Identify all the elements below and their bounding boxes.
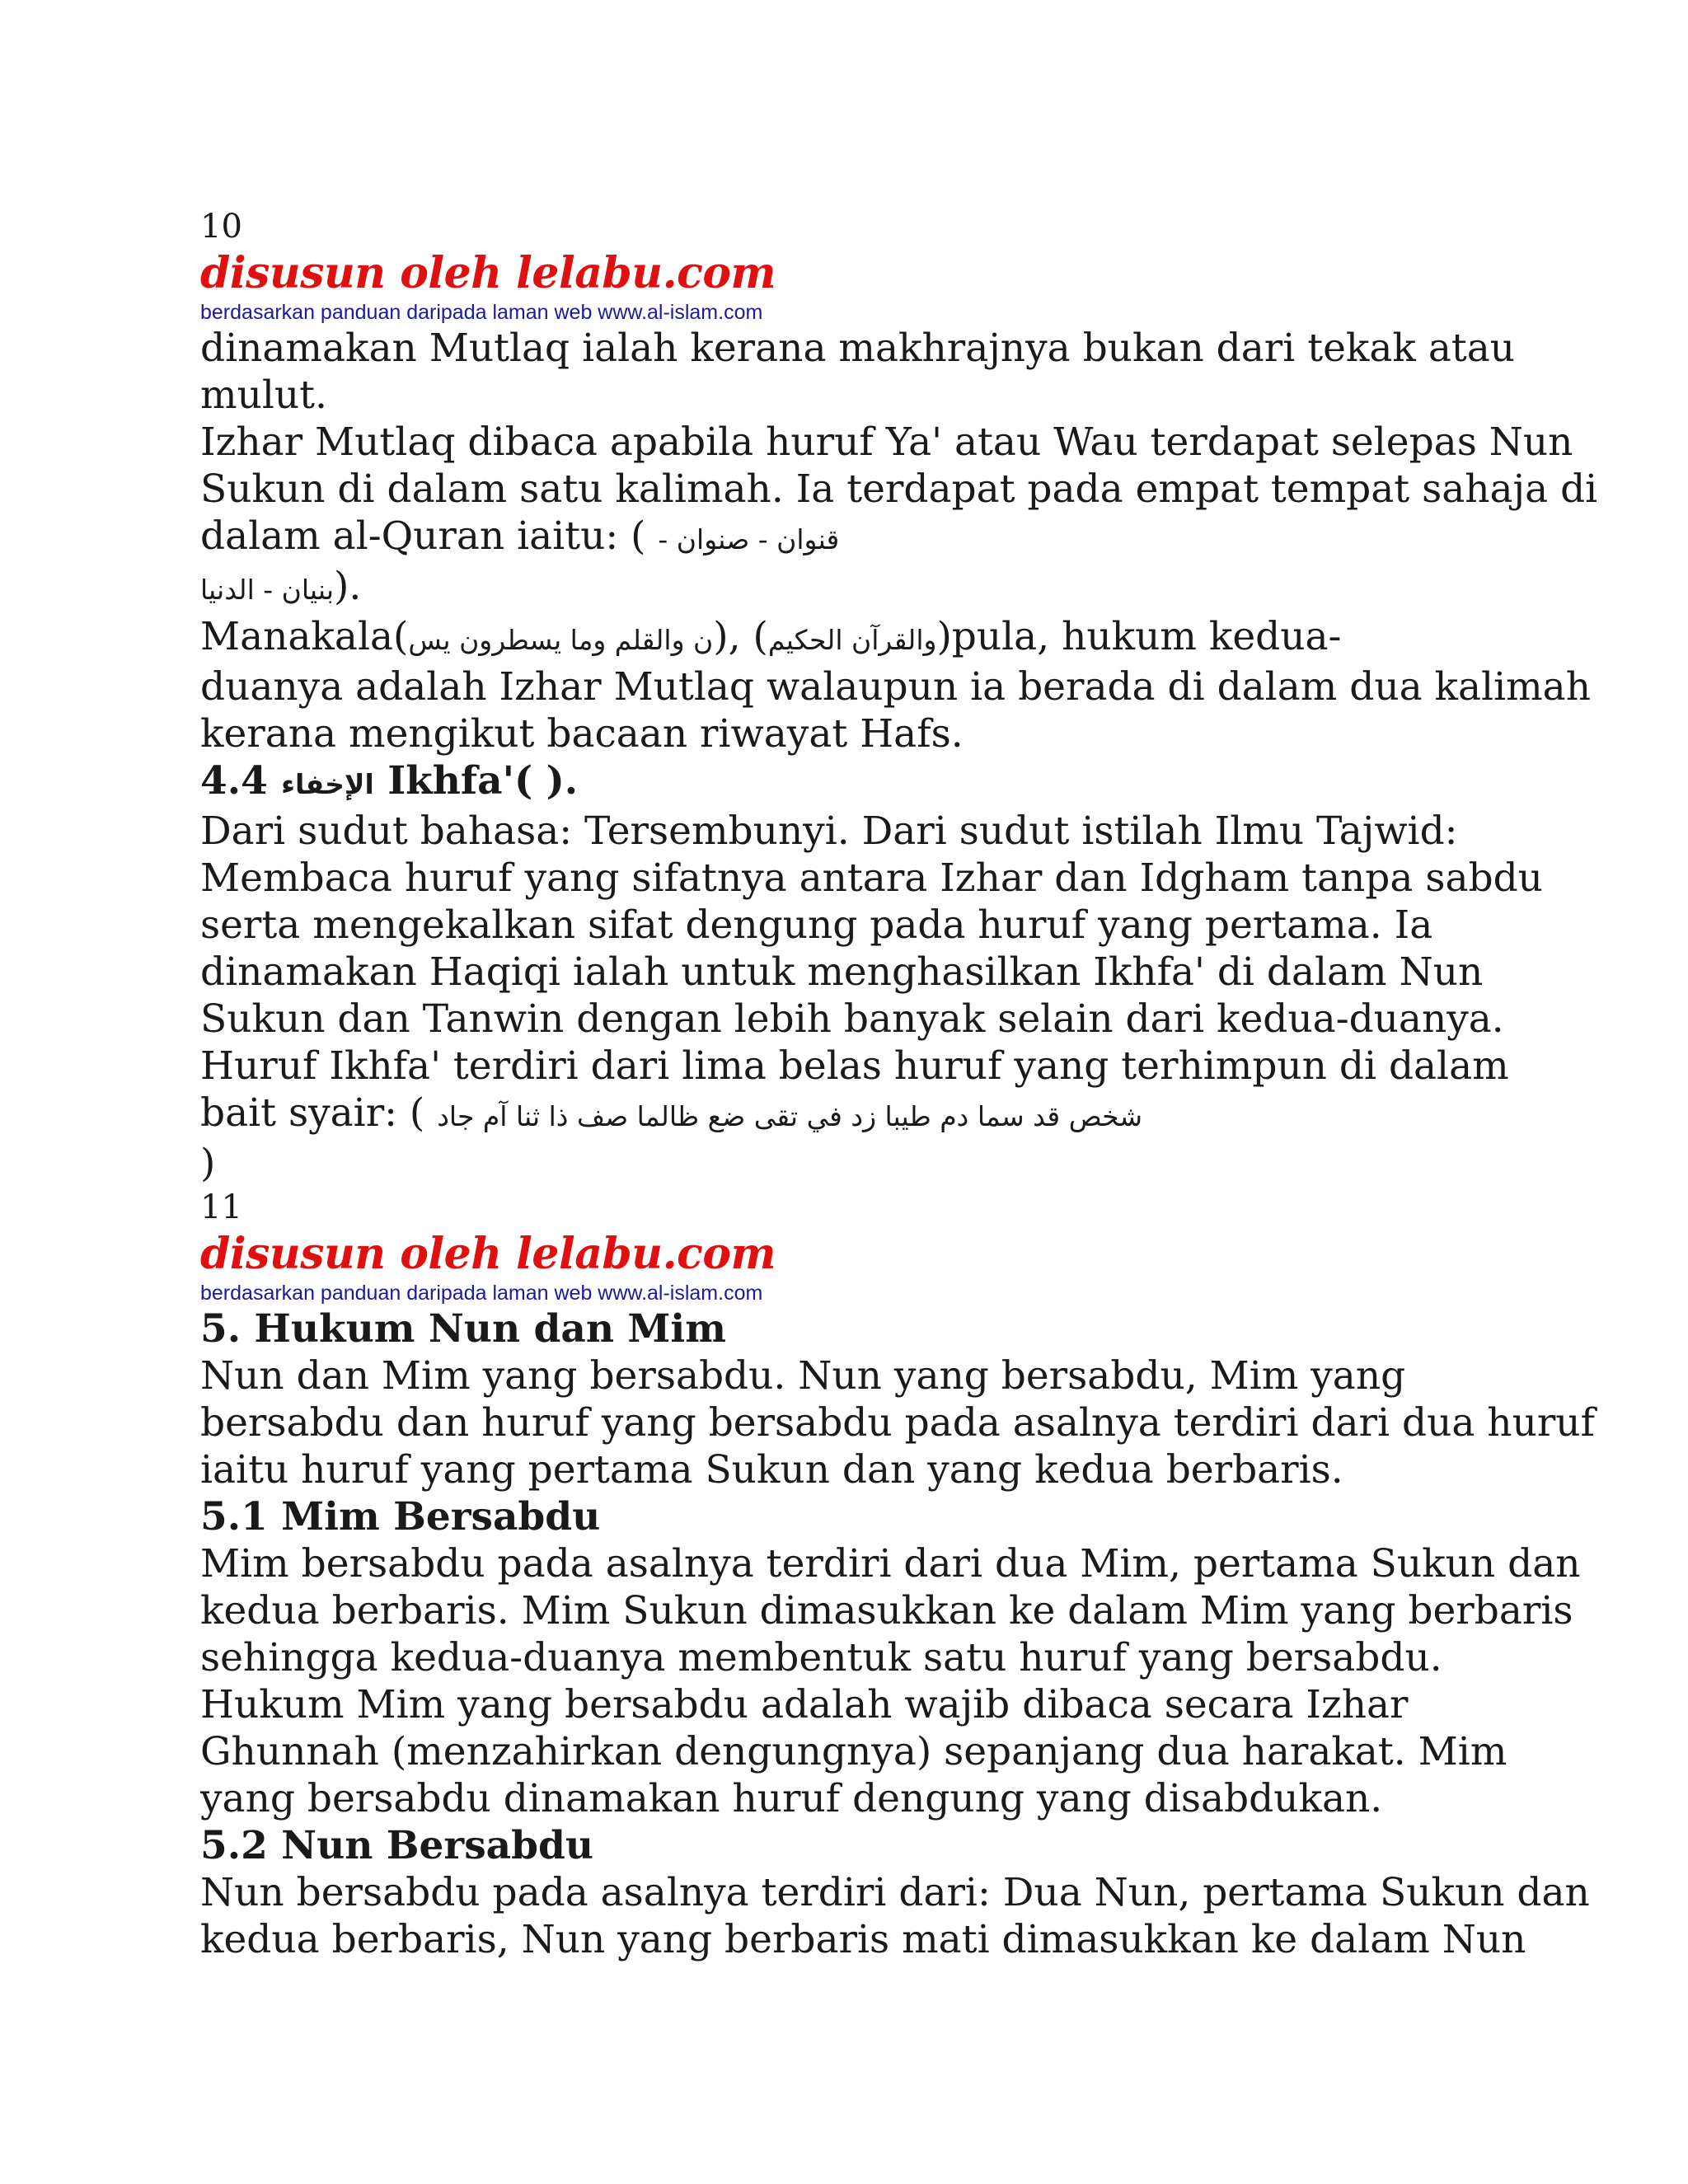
body-line: Huruf Ikhfa' terdiri dari lima belas huruf yang terhimpun di dalam xyxy=(200,1043,1509,1089)
body-line: dinamakan Mutlaq ialah kerana makhrajnya bukan dari tekak atau xyxy=(200,326,1516,371)
body-text: dalam al-Quran iaitu: ( xyxy=(200,513,659,559)
source-credit: berdasarkan panduan daripada laman web www.al-islam.com xyxy=(200,1282,763,1305)
body-line: Membaca huruf yang sifatnya antara Izhar dan Idgham tanpa sabdu xyxy=(200,855,1543,901)
body-line xyxy=(200,563,1519,613)
body-line: dinamakan Haqiqi ialah untuk menghasilkan Ikhfa' di dalam Nun xyxy=(200,949,1484,995)
body-line: ) xyxy=(200,1141,216,1186)
body-line: Dari sudut bahasa: Tersembunyi. Dari sudut istilah Ilmu Tajwid: xyxy=(200,808,1458,854)
body-line xyxy=(200,613,1519,663)
body-line xyxy=(200,1090,1519,1140)
body-line: Ghunnah (menzahirkan dengungnya) sepanjang dua harakat. Mim xyxy=(200,1729,1507,1774)
heading-number: 4.4 xyxy=(200,758,282,804)
body-line: bersabdu dan huruf yang bersabdu pada asalnya terdiri dari dua huruf xyxy=(200,1400,1595,1446)
body-line: Izhar Mutlaq dibaca apabila huruf Ya' atau Wau terdapat selepas Nun xyxy=(200,419,1573,465)
body-line: serta mengekalkan sifat dengung pada huruf yang pertama. Ia xyxy=(200,902,1433,948)
body-text: Manakala( xyxy=(200,614,409,659)
body-line: duanya adalah Izhar Mutlaq walaupun ia berada di dalam dua kalimah xyxy=(200,664,1591,710)
body-line: kerana mengikut bacaan riwayat Hafs. xyxy=(200,711,964,757)
document-page xyxy=(200,206,1598,1963)
body-line: sehingga kedua-duanya membentuk satu huruf yang bersabdu. xyxy=(200,1635,1442,1680)
author-credit: disusun oleh lelabu.com xyxy=(200,248,776,298)
page-number: 10 xyxy=(200,208,242,246)
section-heading: 5. Hukum Nun dan Mim xyxy=(200,1306,726,1352)
heading-text: Ikhfa'( ). xyxy=(373,758,579,804)
body-line: kedua berbaris, Nun yang berbaris mati dimasukkan ke dalam Nun xyxy=(200,1917,1526,1962)
arabic-text: ن والقلم وما يسطرون يس xyxy=(408,624,714,656)
body-line: yang bersabdu dinamakan huruf dengung yang disabdukan. xyxy=(200,1776,1383,1821)
arabic-text: شخص قد سما دم طيبا زد في تقى ضع ظالما صف ذا ثنا آم جاد xyxy=(437,1100,1143,1132)
body-line xyxy=(200,513,1519,563)
section-heading: 5.2 Nun Bersabdu xyxy=(200,1823,593,1868)
body-text: ), ( xyxy=(713,614,768,659)
body-line: Mim bersabdu pada asalnya terdiri dari dua Mim, pertama Sukun dan xyxy=(200,1541,1581,1586)
arabic-text: والقرآن الحكيم xyxy=(767,624,937,656)
section-heading: 5.1 Mim Bersabdu xyxy=(200,1494,601,1540)
body-text: )pula, hukum kedua- xyxy=(936,614,1342,659)
body-line: kedua berbaris. Mim Sukun dimasukkan ke dalam Mim yang berbaris xyxy=(200,1588,1573,1633)
body-line: Nun bersabdu pada asalnya terdiri dari: Dua Nun, pertama Sukun dan xyxy=(200,1870,1590,1915)
body-text: ). xyxy=(334,564,362,609)
arabic-text: بنيان - الدنيا xyxy=(200,574,335,606)
body-line: Sukun di dalam satu kalimah. Ia terdapat pada empat tempat sahaja di xyxy=(200,466,1598,512)
author-credit: disusun oleh lelabu.com xyxy=(200,1229,776,1279)
section-heading xyxy=(200,757,1519,808)
body-line: Nun dan Mim yang bersabdu. Nun yang bersabdu, Mim yang xyxy=(200,1353,1406,1399)
body-text: bait syair: ( xyxy=(200,1090,438,1136)
arabic-text: قنوان - صنوان - xyxy=(658,523,840,555)
body-line: Hukum Mim yang bersabdu adalah wajib dibaca secara Izhar xyxy=(200,1682,1409,1727)
body-line: Sukun dan Tanwin dengan lebih banyak selain dari kedua-duanya. xyxy=(200,996,1504,1042)
arabic-heading-text: الإخفاء xyxy=(281,768,374,800)
page-number: 11 xyxy=(200,1188,242,1226)
source-credit: berdasarkan panduan daripada laman web www.al-islam.com xyxy=(200,301,763,324)
body-line: iaitu huruf yang pertama Sukun dan yang kedua berbaris. xyxy=(200,1447,1343,1493)
body-line: mulut. xyxy=(200,373,327,418)
